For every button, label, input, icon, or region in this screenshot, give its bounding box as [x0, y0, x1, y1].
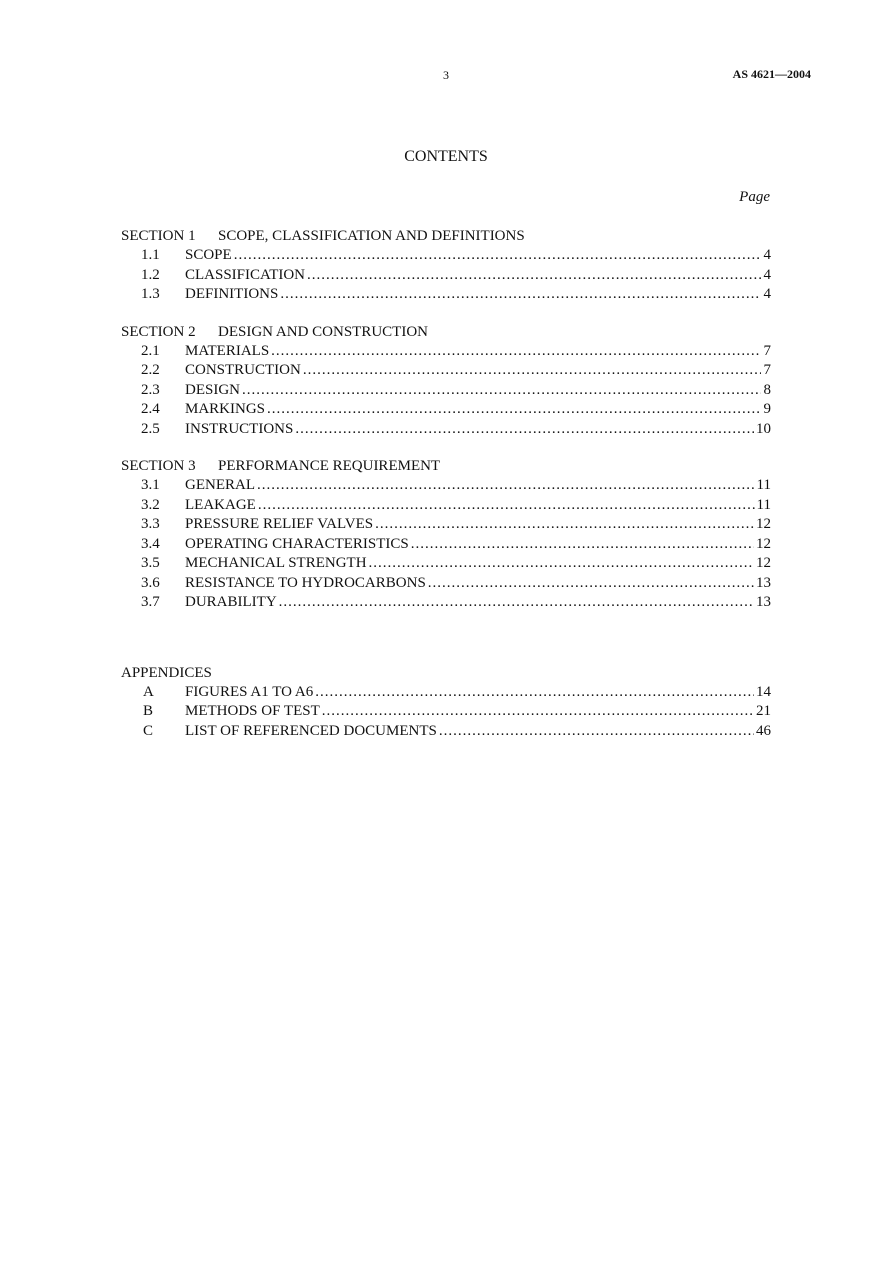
entry-page: 14 — [756, 683, 771, 700]
entry-page: 12 — [756, 555, 771, 571]
entry-number: 2.5 — [141, 420, 160, 437]
toc-entry[interactable] — [121, 476, 771, 496]
dot-leader — [258, 496, 755, 516]
page-number: 3 — [443, 68, 449, 82]
entry-number: 2.1 — [141, 342, 160, 359]
section-title: DESIGN AND CONSTRUCTION — [218, 323, 429, 340]
table-of-contents — [121, 226, 771, 741]
entry-number: 1.3 — [141, 286, 160, 302]
toc-entry[interactable] — [121, 515, 771, 535]
dot-leader — [279, 593, 754, 613]
toc-entry[interactable] — [121, 535, 771, 555]
toc-entry[interactable] — [121, 683, 771, 703]
spacer — [121, 305, 771, 322]
entry-page: 46 — [756, 722, 771, 739]
section-number: SECTION 1 — [121, 228, 196, 244]
dot-leader — [271, 342, 761, 362]
toc-entry[interactable] — [121, 420, 771, 440]
toc-entry[interactable] — [121, 400, 771, 420]
entry-page: 4 — [763, 247, 771, 263]
toc-section-3 — [121, 456, 771, 613]
entry-number: 3.6 — [141, 574, 160, 591]
dot-leader — [242, 381, 761, 401]
entry-number: A — [143, 683, 154, 700]
toc-entry[interactable] — [121, 381, 771, 401]
entry-number: 3.2 — [141, 496, 160, 513]
spacer — [121, 613, 771, 663]
contents-title: CONTENTS — [404, 148, 488, 165]
entry-title: MATERIALS — [185, 342, 270, 359]
dot-leader — [303, 361, 761, 381]
dot-leader — [257, 476, 755, 496]
entry-title: OPERATING CHARACTERISTICS — [185, 535, 409, 552]
dot-leader — [234, 246, 761, 266]
spacer — [121, 439, 771, 456]
toc-entry[interactable] — [121, 496, 771, 516]
entry-page: 9 — [763, 401, 771, 417]
dot-leader — [307, 266, 761, 286]
entry-title: DESIGN — [185, 381, 240, 398]
section-heading — [121, 456, 771, 476]
entry-title: DEFINITIONS — [185, 286, 279, 302]
toc-entry[interactable] — [121, 722, 771, 742]
entry-number: 1.1 — [141, 247, 160, 263]
entry-page: 13 — [756, 594, 771, 610]
dot-leader — [322, 702, 754, 722]
entry-title: DURABILITY — [185, 594, 277, 610]
entry-page: 4 — [763, 266, 771, 283]
entry-title: SCOPE — [185, 247, 232, 263]
section-heading — [121, 226, 771, 246]
entry-number: 3.4 — [141, 535, 160, 552]
toc-section-1 — [121, 226, 771, 305]
entry-title: METHODS OF TEST — [185, 703, 320, 719]
entry-page: 11 — [756, 477, 771, 493]
entry-page: 7 — [763, 362, 771, 378]
entry-number: B — [143, 703, 154, 719]
page-column-label: Page — [739, 189, 770, 205]
entry-title: LIST OF REFERENCED DOCUMENTS — [185, 722, 437, 739]
section-heading — [121, 322, 771, 342]
section-number: SECTION 3 — [121, 458, 196, 474]
toc-entry[interactable] — [121, 266, 771, 286]
toc-entry[interactable] — [121, 574, 771, 594]
dot-leader — [315, 683, 754, 703]
entry-page: 10 — [756, 420, 771, 437]
section-title: SCOPE, CLASSIFICATION AND DEFINITIONS — [218, 228, 525, 244]
entry-title: LEAKAGE — [185, 496, 256, 513]
toc-entry[interactable] — [121, 285, 771, 305]
entry-page: 11 — [756, 496, 771, 513]
section-number: SECTION 2 — [121, 323, 196, 340]
entry-number: 1.2 — [141, 266, 160, 283]
entry-page: 21 — [756, 703, 771, 719]
toc-entry[interactable] — [121, 593, 771, 613]
entry-title: INSTRUCTIONS — [185, 420, 294, 437]
entry-number: 3.3 — [141, 516, 160, 532]
entry-number: 3.1 — [141, 477, 160, 493]
entry-number: 3.5 — [141, 555, 160, 571]
toc-entry[interactable] — [121, 702, 771, 722]
entry-page: 13 — [756, 574, 771, 591]
entry-number: 2.4 — [141, 401, 160, 417]
dot-leader — [369, 554, 754, 574]
entry-number: 2.2 — [141, 362, 160, 378]
dot-leader — [428, 574, 754, 594]
toc-section-2 — [121, 322, 771, 440]
entry-title: CONSTRUCTION — [185, 362, 301, 378]
dot-leader — [411, 535, 754, 555]
entry-title: RESISTANCE TO HYDROCARBONS — [185, 574, 426, 591]
entry-number: 3.7 — [141, 594, 160, 610]
dot-leader — [267, 400, 761, 420]
dot-leader — [375, 515, 754, 535]
toc-entry[interactable] — [121, 361, 771, 381]
toc-appendices — [121, 663, 771, 742]
toc-entry[interactable] — [121, 554, 771, 574]
entry-page: 12 — [756, 535, 771, 552]
entry-page: 12 — [756, 516, 771, 532]
section-title: PERFORMANCE REQUIREMENT — [218, 458, 441, 474]
dot-leader — [439, 722, 754, 742]
dot-leader — [280, 285, 761, 305]
toc-entry[interactable] — [121, 246, 771, 266]
entry-title: PRESSURE RELIEF VALVES — [185, 516, 374, 532]
entry-title: CLASSIFICATION — [185, 266, 306, 283]
entry-page: 7 — [763, 342, 771, 359]
entry-title: FIGURES A1 TO A6 — [185, 683, 314, 700]
toc-entry[interactable] — [121, 342, 771, 362]
dot-leader — [295, 420, 754, 440]
entry-title: MARKINGS — [185, 401, 266, 417]
entry-number: 2.3 — [141, 381, 160, 398]
entry-page: 4 — [763, 286, 771, 302]
entry-page: 8 — [763, 381, 771, 398]
entry-title: GENERAL — [185, 477, 255, 493]
entry-title: MECHANICAL STRENGTH — [185, 555, 367, 571]
entry-number: C — [143, 722, 154, 739]
standard-id: AS 4621—2004 — [732, 67, 811, 81]
appendices-heading: APPENDICES — [121, 664, 212, 681]
